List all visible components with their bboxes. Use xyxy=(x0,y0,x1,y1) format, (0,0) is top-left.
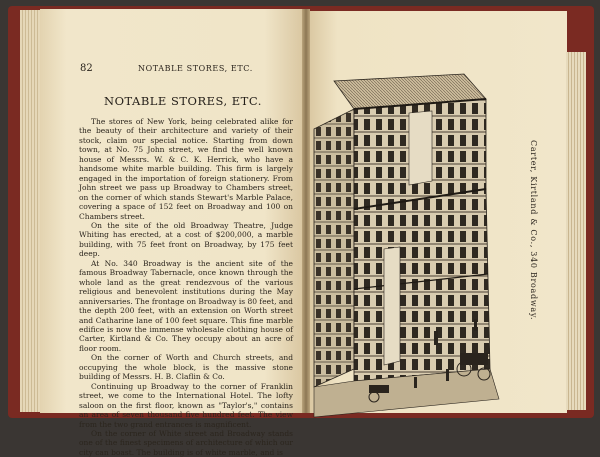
running-head: NOTABLE STORES, ETC. xyxy=(138,64,253,73)
paragraph: At No. 340 Broadway is the ancient site of the famous Broadway Tabernacle, once known through the whole land as the great rendezvous of the various religious and benevolent institutions during the May anniversaries. The frontage on Broadway is 80 feet, and the depth 200 feet, with an extension on Worth street and Catharine lane of 100 feet square. This fine marble edifice is now the immense wholesale clothing house of Carter, Kirtland & Co. They occupy about an acre of floor room. xyxy=(79,258,293,353)
section-title: NOTABLE STORES, ETC. xyxy=(104,94,262,108)
paragraph: Continuing up Broadway to the corner of Franklin street, we come to the International Hotel. The lofty saloon on the first floor, known as "Taylor's," contains an area of seven thousand five hundred feet. The view from the two grand entrances is magnificent. xyxy=(79,381,293,429)
illustration-caption: Carter, Kirtland & Co., 340 Broadway. xyxy=(529,140,538,321)
body-text xyxy=(79,117,293,457)
paragraph: On the site of the old Broadway Theatre, Judge Whiting has erected, at a cost of $200,000, a marble building, with 75 feet front on Broadway, by 175 feet deep. xyxy=(79,220,293,259)
paragraph: The stores of New York, being celebrated alike for the beauty of their architecture and variety of their stock, claim our special notice. Starting from down town, at No. 75 John street, we find the well known house of Messrs. W. & C. K. Herrick, who have a handsome white marble building. This firm is largely engaged in the importation of foreign stationery. From John street we pass up Broadway to Chambers street, on the corner of which stands Stewart's Marble Palace, covering a space of 152 feet on Broadway and 100 on Chambers street. xyxy=(79,117,293,221)
page-number: 82 xyxy=(80,63,93,74)
paragraph: On the corner of Worth and Church streets, and occupying the whole block, is the massive stone building of Messrs. H. B. Claflin & Co. xyxy=(79,353,293,382)
page-header xyxy=(80,63,290,75)
paragraph: On the corner of White street and Broadway stands one of the finest specimens of architecture of which our city can boast. The building is of white marble, and is xyxy=(79,428,293,457)
left-page-edges xyxy=(20,10,42,412)
book-gutter xyxy=(302,9,310,413)
building-engraving xyxy=(314,69,499,419)
right-page-edges xyxy=(566,52,586,410)
